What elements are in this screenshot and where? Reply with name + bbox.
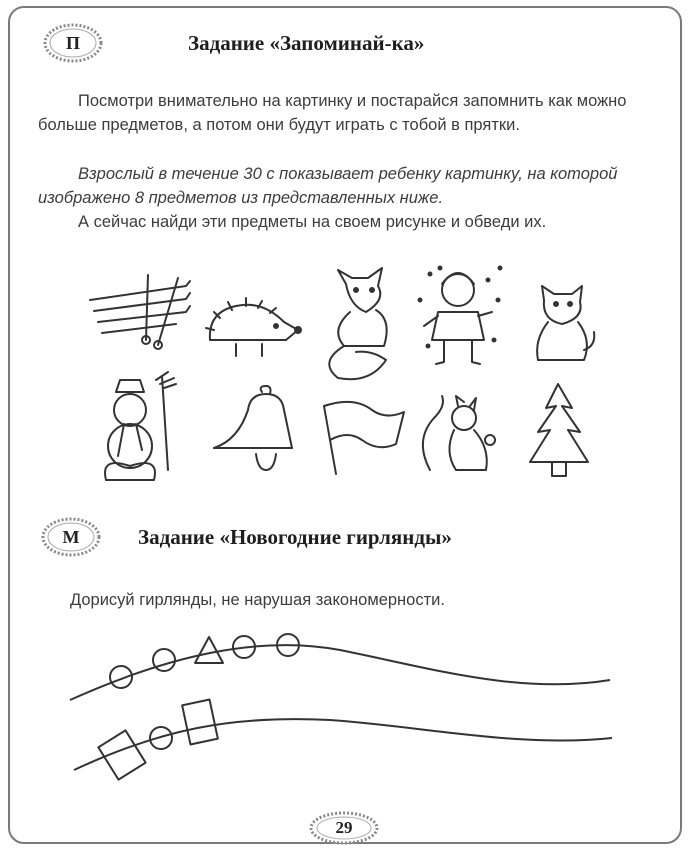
garland-line-2 [74, 719, 612, 770]
instruction-paragraph-find: А сейчас найди эти предметы на своем рисунке и обведи их. [78, 213, 547, 231]
garland-instruction: Дорисуй гирлянды, не нарушая закономерности. [70, 591, 445, 609]
section-title-memorize: Задание «Запоминай-ка» [188, 31, 425, 55]
badge-letter: М [62, 527, 80, 547]
page-number: 29 [335, 818, 353, 837]
garland-rectangle [182, 700, 218, 745]
instruction-paragraph-1: Посмотри внимательно на картинку и постарайся запомнить как можно больше предметов, а потом они будут играть с тобой в прятки. [38, 92, 627, 134]
garland-circle [150, 727, 172, 749]
badge-letter: П [65, 33, 80, 53]
section-title-garlands: Задание «Новогодние гирлянды» [138, 525, 452, 549]
garland-circle [153, 649, 175, 671]
garland-rectangle [98, 730, 145, 779]
garland-triangle [195, 637, 223, 663]
instruction-paragraph-adult: Взрослый в течение 30 с показывает ребенку картинку, на которой изображено 8 предметов из представленных ниже. [38, 165, 618, 207]
garland-line-1 [70, 645, 610, 700]
page-number-badge [308, 810, 380, 846]
